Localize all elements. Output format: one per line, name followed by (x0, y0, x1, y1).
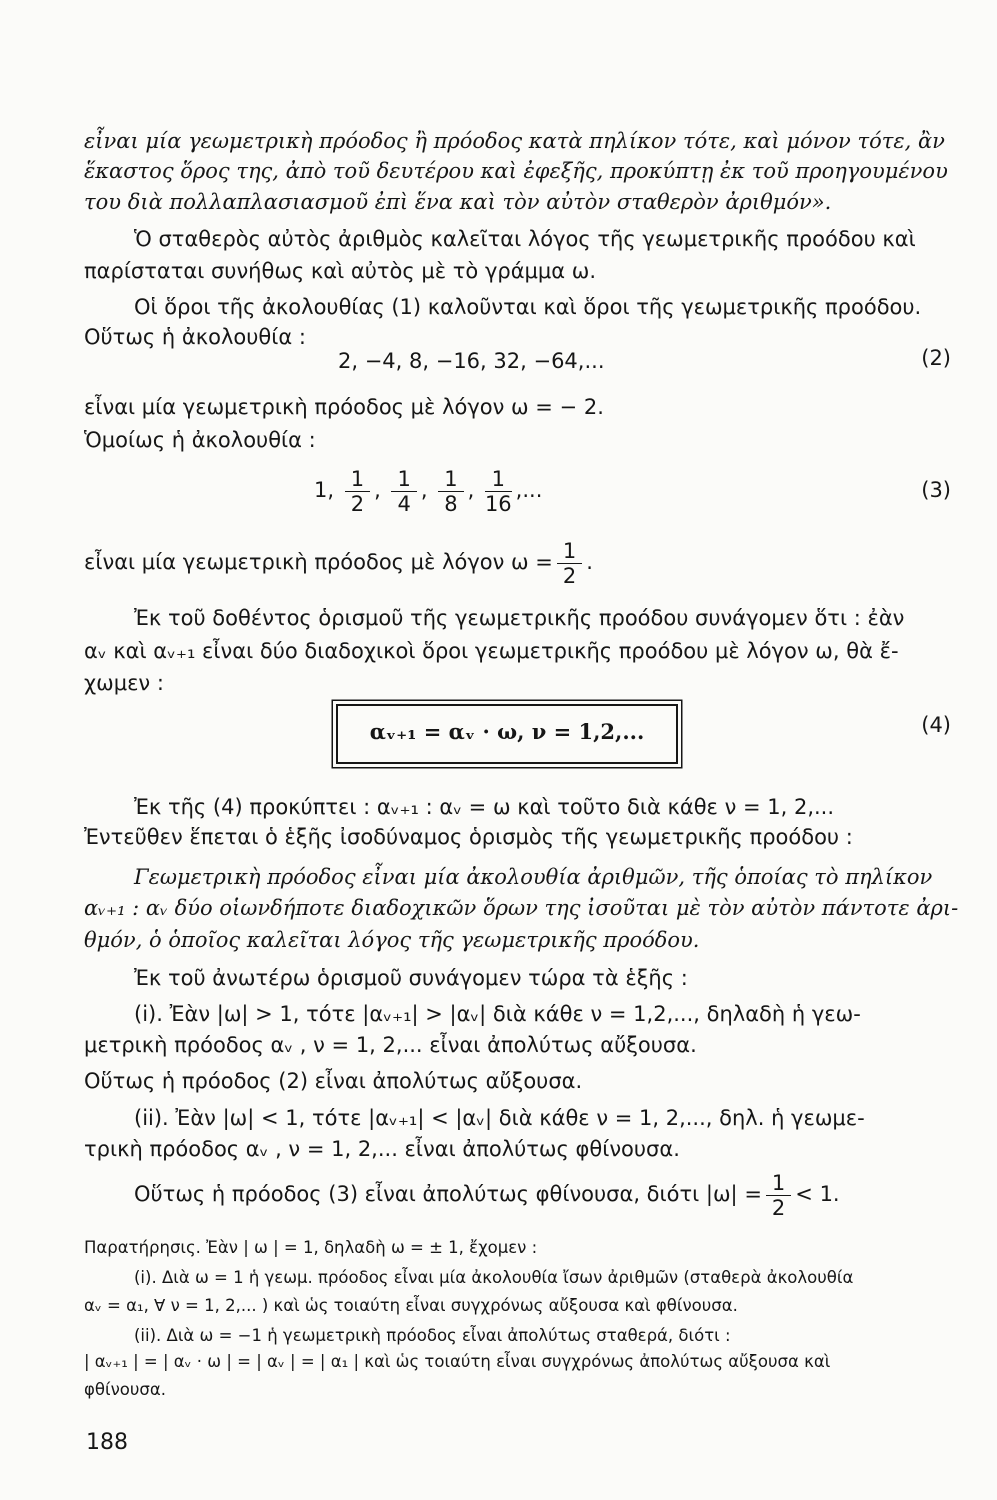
text-line-25: (ii). Ἐὰν |ω| < 1, τότε |αᵥ₊₁| < |αᵥ| διὰ κάθε ν = 1, 2,..., δηλ. ἡ γεωμε- (134, 1106, 865, 1130)
text-line-5: παρίσταται συνήθως καὶ αὐτὸς μὲ τὸ γράμμα ω. (84, 259, 597, 283)
note-line-2: αᵥ = α₁, ∀ ν = 1, 2,... ) καὶ ὡς τοιαύτη εἶναι συγχρόνως αὔξουσα καὶ φθίνουσα. (84, 1296, 738, 1315)
equation-number-3: (3) (921, 478, 951, 502)
text-line-24: Οὕτως ἡ πρόοδος (2) εἶναι ἀπολύτως αὔξουσα. (84, 1069, 583, 1093)
note-line-1: (i). Διὰ ω = 1 ἡ γεωμ. πρόοδος εἶναι μία ἀκολουθία ἴσων ἀριθμῶν (σταθερὰ ἀκολουθία (134, 1268, 854, 1287)
text-line-1: εἶναι μία γεωμετρικὴ πρόοδος ἢ πρόοδος κατὰ πηλίκον τότε, καὶ μόνον τότε, ἂν (84, 129, 945, 153)
fraction-1-2-abs: $\frac{1}{2}$ (766, 1171, 791, 1220)
boxed-formula (336, 704, 678, 764)
fraction-1-16: $\frac{1}{16}$ (484, 466, 512, 516)
text-line-12 (84, 534, 954, 590)
equation-number-4: (4) (921, 713, 951, 737)
text-line-22: (i). Ἐὰν |ω| > 1, τότε |αᵥ₊₁| > |αᵥ| διὰ κάθε ν = 1,2,..., δηλαδὴ ἡ γεω- (134, 1002, 861, 1026)
seq3-first-term: 1, (314, 478, 335, 502)
text-line-10: Ὁμοίως ἡ ἀκολουθία : (84, 428, 316, 452)
text-line-15: χωμεν : (84, 671, 164, 695)
text-line-4: Ὁ σταθερὸς αὐτὸς ἀριθμὸς καλεῖται λόγος τῆς γεωμετρικῆς προόδου καὶ (134, 227, 916, 251)
text-line-20: θμόν, ὁ ὁποῖος καλεῖται λόγος τῆς γεωμετρικῆς προόδου. (84, 928, 700, 952)
fraction-1-2-ratio: $\frac{1}{2}$ (557, 539, 582, 588)
text-line-6: Οἱ ὅροι τῆς ἀκολουθίας (1) καλοῦνται καὶ ὅροι τῆς γεωμετρικῆς προόδου. (134, 295, 922, 319)
sequence-3: 1, $\frac{1}{2}$ , $\frac{1}{4}$ , $\frac{1}{8}$ , $\frac{1}{16}$ ,... (314, 466, 543, 516)
text-line-16: Ἐκ τῆς (4) προκύπτει : αᵥ₊₁ : αᵥ = ω καὶ τοῦτο διὰ κάθε ν = 1, 2,... (134, 795, 835, 819)
text-line-7: Οὕτως ἡ ἀκολουθία : (84, 325, 306, 349)
text-line-21: Ἐκ τοῦ ἀνωτέρω ὁρισμοῦ συνάγομεν τώρα τὰ ἑξῆς : (134, 966, 688, 990)
less-than-one: < 1. (795, 1182, 840, 1206)
ratio-period: . (586, 550, 593, 574)
text-line-17: Ἐντεῦθεν ἕπεται ὁ ἑξῆς ἰσοδύναμος ὁρισμὸς τῆς γεωμετρικῆς προόδου : (84, 825, 853, 849)
note-heading: Παρατήρησις. Ἐὰν | ω | = 1, δηλαδὴ ω = ± 1, ἔχομεν : (84, 1238, 538, 1257)
seq3-ellipsis: ... (522, 478, 543, 502)
text-line-18: Γεωμετρικὴ πρόοδος εἶναι μία ἀκολουθία ἀριθμῶν, τῆς ὁποίας τὸ πηλίκον (134, 865, 933, 889)
fraction-1-4: $\frac{1}{4}$ (391, 467, 416, 516)
page-number: 188 (86, 1430, 128, 1455)
decreasing-claim-text: Οὕτως ἡ πρόοδος (3) εἶναι ἀπολύτως φθίνουσα, διότι |ω| = (134, 1182, 762, 1206)
fraction-1-8: $\frac{1}{8}$ (438, 467, 463, 516)
note-line-5: φθίνουσα. (84, 1380, 167, 1399)
text-line-3: του διὰ πολλαπλασιασμοῦ ἐπὶ ἕνα καὶ τὸν αὐτὸν σταθερὸν ἀριθμόν». (84, 190, 832, 214)
note-line-3: (ii). Διὰ ω = −1 ἡ γεωμετρικὴ πρόοδος εἶναι ἀπολύτως σταθερά, διότι : (134, 1326, 731, 1345)
fraction-1-2: $\frac{1}{2}$ (345, 467, 370, 516)
boxed-formula-text: αᵥ₊₁ = αᵥ · ω, ν = 1,2,... (369, 719, 645, 744)
text-line-13: Ἐκ τοῦ δοθέντος ὁρισμοῦ τῆς γεωμετρικῆς προόδου συνάγομεν ὅτι : ἐὰν (134, 606, 905, 630)
text-line-27 (134, 1166, 997, 1222)
text-line-2: ἕκαστος ὅρος της, ἀπὸ τοῦ δευτέρου καὶ ἐφεξῆς, προκύπτῃ ἐκ τοῦ προηγουμένου (84, 159, 948, 183)
text-line-9: εἶναι μία γεωμετρικὴ πρόοδος μὲ λόγον ω = − 2. (84, 395, 604, 419)
text-line-19: αᵥ₊₁ : αᵥ δύο οἱωνδήποτε διαδοχικῶν ὅρων της ἰσοῦται μὲ τὸν αὐτὸν πάντοτε ἀρι- (84, 896, 959, 920)
sequence-2: 2, −4, 8, −16, 32, −64,... (338, 349, 605, 373)
equation-number-2: (2) (921, 346, 951, 370)
ratio-half-text: εἶναι μία γεωμετρικὴ πρόοδος μὲ λόγον ω = (84, 550, 553, 574)
text-line-26: τρικὴ πρόοδος αᵥ , ν = 1, 2,... εἶναι ἀπολύτως φθίνουσα. (84, 1137, 680, 1161)
text-line-14: αᵥ καὶ αᵥ₊₁ εἶναι δύο διαδοχικοὶ ὅροι γεωμετρικῆς προόδου μὲ λόγον ω, θὰ ἔ- (84, 639, 899, 663)
note-line-4: | αᵥ₊₁ | = | αᵥ · ω | = | αᵥ | = | α₁ | καὶ ὡς τοιαύτη εἶναι συγχρόνως ἀπολύτως αὔξουσα καὶ (84, 1352, 831, 1371)
text-line-23: μετρικὴ πρόοδος αᵥ , ν = 1, 2,... εἶναι ἀπολύτως αὔξουσα. (84, 1033, 697, 1057)
